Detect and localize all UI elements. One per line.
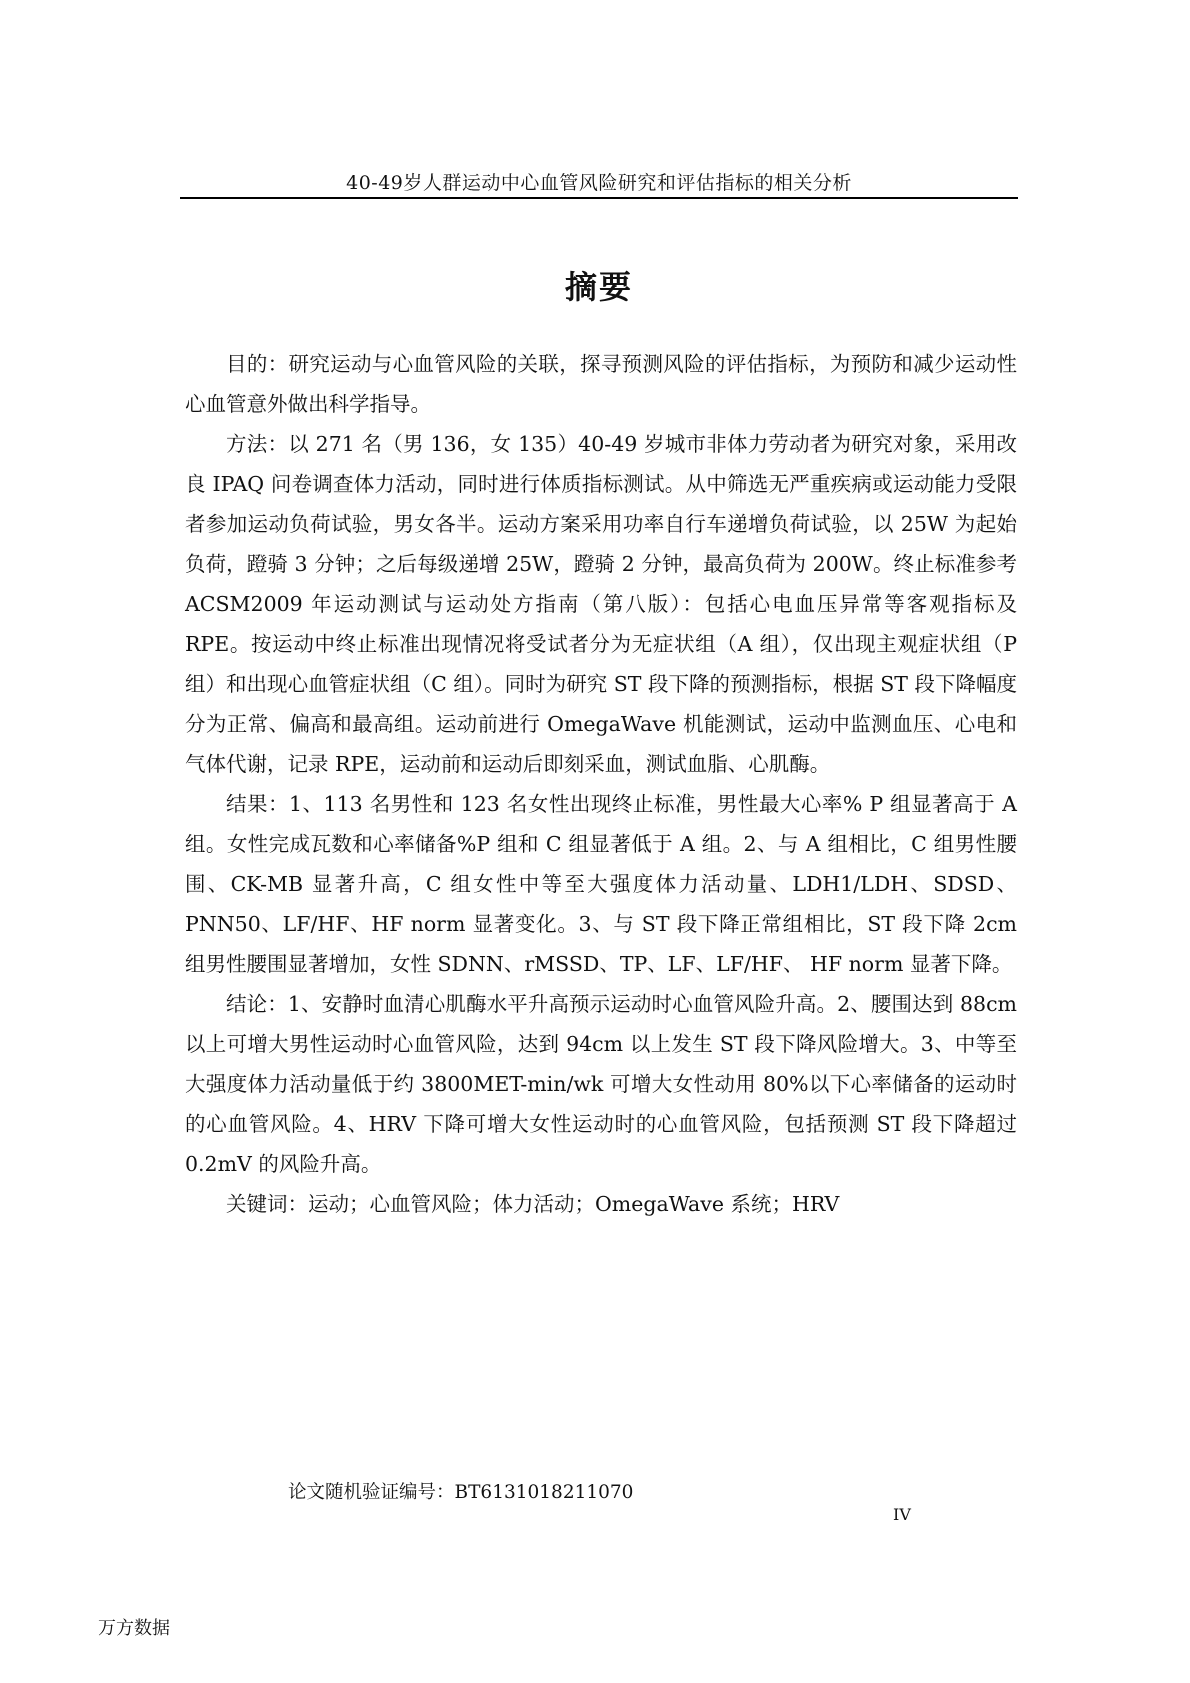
abstract-conclusion-paragraph: 结论：1、安静时血清心肌酶水平升高预示运动时心血管风险升高。2、腰围达到 88cm 以上可增大男性运动时心血管风险，达到 94cm 以上发生 ST 段下降风险增大。3、中等至大强度体力活动量低于约 3800MET-min/wk 可增大女性动用 80%以下心率储备的运动时的心血管风险。4、HRV 下降可增大女性运动时的心血管风险，包括预测 ST 段下降超过 0.2mV 的风险升高。 xyxy=(185,992,1017,1176)
abstract-results-paragraph: 结果：1、113 名男性和 123 名女性出现终止标准，男性最大心率% P 组显著高于 A 组。女性完成瓦数和心率储备%P 组和 C 组显著低于 A 组。2、与 A 组相比，C 组男性腰围、CK-MB 显著升高，C 组女性中等至大强度体力活动量、LDH1/LDH、SDSD、PNN50、LF/HF、HF norm 显著变化。3、与 ST 段下降正常组相比，ST 段下降 2cm 组男性腰围显著增加，女性 SDNN、rMSSD、TP、LF、LF/HF、 HF norm 显著下降。 xyxy=(185,792,1017,976)
running-header: 40-49岁人群运动中心血管风险研究和评估指标的相关分析 xyxy=(346,172,852,194)
abstract-body xyxy=(185,344,1017,1224)
keywords-paragraph: 关键词：运动；心血管风险；体力活动；OmegaWave 系统；HRV xyxy=(226,1192,840,1216)
abstract-methods-paragraph: 方法：以 271 名（男 136，女 135）40-49 岁城市非体力劳动者为研究对象，采用改良 IPAQ 问卷调查体力活动，同时进行体质指标测试。从中筛选无严重疾病或运动能力受限者参加运动负荷试验，男女各半。运动方案采用功率自行车递增负荷试验，以 25W 为起始负荷，蹬骑 3 分钟；之后每级递增 25W，蹬骑 2 分钟，最高负荷为 200W。终止标准参考 ACSM2009 年运动测试与运动处方指南（第八版）：包括心电血压异常等客观指标及 RPE。按运动中终止标准出现情况将受试者分为无症状组（A 组），仅出现主观症状组（P 组）和出现心血管症状组（C 组）。同时为研究 ST 段下降的预测指标，根据 ST 段下降幅度分为正常、偏高和最高组。运动前进行 OmegaWave 机能测试，运动中监测血压、心电和气体代谢，记录 RPE，运动前和运动后即刻采血，测试血脂、心肌酶。 xyxy=(185,432,1017,776)
page-number: IV xyxy=(893,1505,911,1524)
watermark-text: 万方数据 xyxy=(98,1618,170,1639)
abstract-title: 摘要 xyxy=(564,268,633,306)
header-rule xyxy=(180,197,1018,199)
verification-number: 论文随机验证编号：BT6131018211070 xyxy=(288,1482,634,1503)
abstract-purpose-paragraph: 目的：研究运动与心血管风险的关联，探寻预测风险的评估指标，为预防和减少运动性心血管意外做出科学指导。 xyxy=(185,352,1017,416)
